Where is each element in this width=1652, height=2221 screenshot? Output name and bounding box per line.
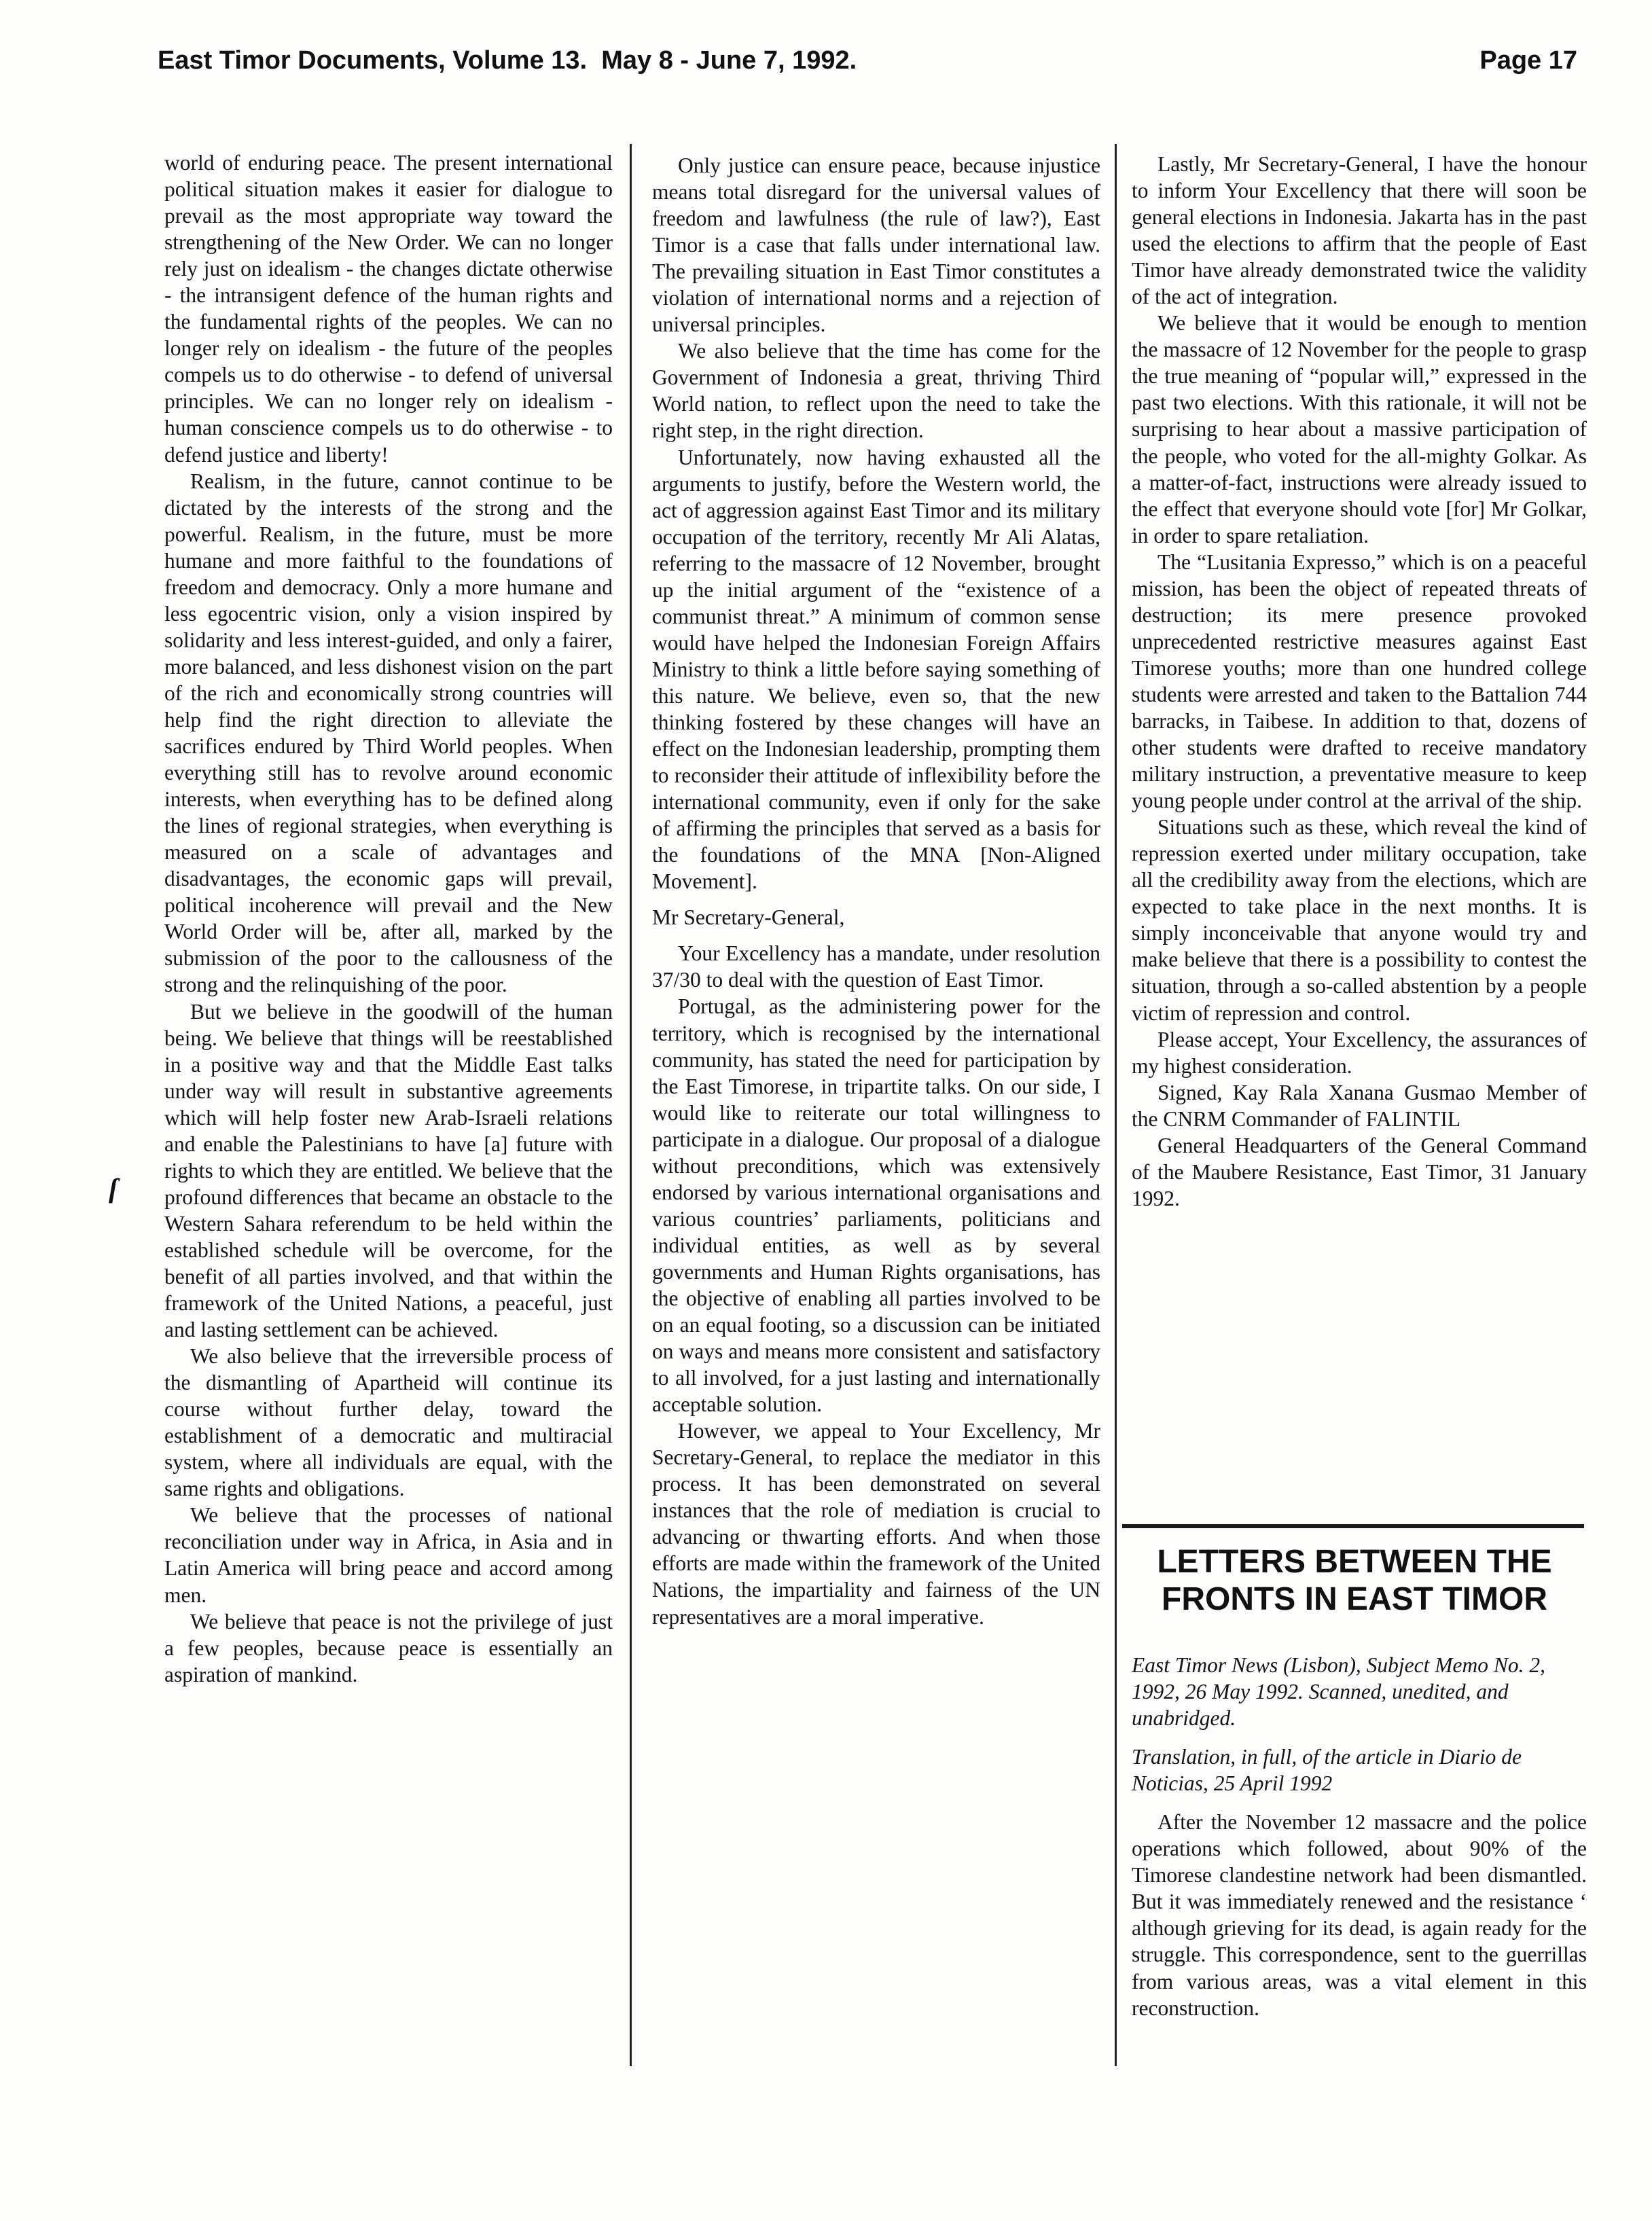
signature-line: Signed, Kay Rala Xanana Gusmao Member of the CNRM Commander of FALINTIL: [1132, 1080, 1587, 1131]
paragraph: world of enduring peace. The present international political situation makes it easier for dialogue to prevail as the most appropriate way toward the strengthening of the New Order. We can no longer rely just on idealism - the changes dictate otherwise - the intransigent defence of the human rights and the fundamental rights of the peoples. We can no longer rely on idealism - the future of the peoples compels us to do otherwise - to defend of universal principles. We can no longer rely on idealism - human conscience compels us to do otherwise - to defend justice and liberty!: [164, 151, 613, 467]
header-left: [158, 46, 857, 75]
column-1: [164, 149, 613, 1688]
paragraph: The “Lusitania Expresso,” which is on a peaceful mission, has been the object of repeated threats of destruction; its mere presence provoked unprecedented restrictive measures against East Timorese youths; more than one hundred college students were arrested and taken to the Battalion 744 barracks, in Taibese. In addition to that, dozens of other students were drafted to receive mandatory military instruction, a preventative measure to keep young people under control at the arrival of the ship.: [1132, 549, 1587, 813]
paragraph: We also believe that the irreversible process of the dismantling of Apartheid will continue its course without further delay, toward the establishment of a democratic and multiracial system, where all individuals are equal, with the same rights and obligations.: [164, 1344, 613, 1501]
column-2: [652, 152, 1100, 1630]
paragraph: Please accept, Your Excellency, the assurances of my highest consideration.: [1132, 1027, 1587, 1078]
dateline: General Headquarters of the General Command of the Maubere Resistance, East Timor, 31 January 1992.: [1132, 1133, 1587, 1210]
paragraph: We believe that peace is not the privilege of just a few peoples, because peace is essentially an aspiration of mankind.: [164, 1609, 613, 1686]
paragraph: Portugal, as the administering power for the territory, which is recognised by the international community, has stated the need for participation by the East Timorese, in tripartite talks. On our side, I would like to reiterate our total willingness to participate in a dialogue. Our proposal of a dialogue without preconditions, which was extensively endorsed by various international organisations and various countries’ parliaments, politicians and individual entities, as well as by several governments and Human Rights organisations, has the objective of enabling all parties involved to be on an equal footing, so a discussion can be initiated on ways and means more consistent and satisfactory to all involved, for a just lasting and internationally acceptable solution.: [652, 994, 1100, 1417]
column-3: [1132, 151, 1587, 1212]
publication-dates: May 8 - June 7, 1992.: [601, 46, 857, 75]
paragraph: After the November 12 massacre and the police operations which followed, about 90% of the Timorese clandestine network had been dismantled. But it was immediately renewed and the resistance ‘ although grieving for its dead, is again ready for the struggle. This correspondence, sent to the guerrillas from various areas, was a vital element in this reconstruction.: [1132, 1810, 1587, 2020]
column-divider-2: [1115, 144, 1117, 2066]
paragraph: Situations such as these, which reveal the kind of repression exerted under military occupation, take all the credibility away from the elections, which are expected to take place in the next months. It is simply inconceivable that anyone would try and make believe that there is a possibility to contest the situation, through a so-called abstention by a people victim of repression and control.: [1132, 815, 1587, 1025]
publication-title: East Timor Documents, Volume 13.: [158, 46, 588, 75]
paragraph: Only justice can ensure peace, because injustice means total disregard for the universal values of freedom and lawfulness (the rule of law?), East Timor is a case that falls under international law. The prevailing situation in East Timor constitutes a violation of international norms and a rejection of universal principles.: [652, 154, 1100, 337]
paragraph: We believe that it would be enough to mention the massacre of 12 November for the people to grasp the true meaning of “popular will,” expressed in the past two elections. With this rationale, it will not be surprising to hear about a massive participation of the people, who voted for the all-mighty Golkar. As a matter-of-fact, instructions were already issued to the effect that everyone should vote [for] Mr Golkar, in order to spare retaliation.: [1132, 311, 1587, 547]
translation-note: Translation, in full, of the article in Diario de Noticias, 25 April 1992: [1132, 1745, 1522, 1796]
paragraph: Your Excellency has a mandate, under resolution 37/30 to deal with the question of East Timor.: [652, 941, 1100, 992]
paragraph: However, we appeal to Your Excellency, Mr Secretary-General, to replace the mediator in this process. It has been demonstrated on several instances that the role of mediation is crucial to advancing or thwarting efforts. And when those efforts are made within the framework of the United Nations, the impartiality and fairness of the UN representatives are a moral imperative.: [652, 1419, 1100, 1629]
section-heading-line-1: LETTERS BETWEEN THE: [1157, 1544, 1552, 1580]
paragraph: Unfortunately, now having exhausted all the arguments to justify, before the Western world, the act of aggression against East Timor and its military occupation of the territory, recently Mr Ali Alatas, referring to the massacre of 12 November, brought up the initial argument of the “existence of a communist threat.” A minimum of common sense would have helped the Indonesian Foreign Affairs Ministry to think a little before saying something of this nature. We believe, even so, that the new thinking fostered by these changes will have an effect on the Indonesian leadership, prompting them to reconsider their attitude of inflexibility before the international community, even if only for the sake of affirming the principles that served as a basis for the foundations of the MNA [Non-Aligned Movement].: [652, 445, 1100, 894]
paragraph: But we believe in the goodwill of the human being. We believe that things will be reestablished in a positive way and that the Middle East talks under way will result in substantive agreements which will help foster new Arab-Israeli relations and enable the Palestinians to have [a] future with rights to which they are entitled. We believe that the profound differences that became an obstacle to the Western Sahara referendum to be held within the established schedule will be overcome, for the benefit of all parties involved, and that within the framework of the United Nations, a peaceful, just and lasting settlement can be achieved.: [164, 999, 613, 1342]
page-number: Page 17: [1479, 46, 1577, 75]
margin-mark: ſ: [109, 1173, 118, 1204]
section-heading-line-2: FRONTS IN EAST TIMOR: [1162, 1581, 1547, 1618]
paragraph: We also believe that the time has come for the Government of Indonesia a great, thriving Third World nation, to reflect upon the need to take the right step, in the right direction.: [652, 339, 1100, 443]
paragraph: Lastly, Mr Secretary-General, I have the honour to inform Your Excellency that there will soon be general elections in Indonesia. Jakarta has in the past used the elections to affirm that the people of East Timor have already demonstrated twice the validity of the act of integration.: [1132, 152, 1587, 309]
section-heading: [1125, 1543, 1584, 1618]
section-body: [1132, 1652, 1587, 2021]
page-header: [158, 46, 1577, 87]
paragraph: We believe that the processes of national reconciliation under way in Africa, in Asia and in Latin America will bring peace and accord among men.: [164, 1503, 613, 1607]
paragraph: Realism, in the future, cannot continue to be dictated by the interests of the strong and the powerful. Realism, in the future, must be more humane and more faithful to the foundations of freedom and democracy. Only a more humane and less egocentric vision, only a vision inspired by solidarity and less interest-guided, and only a fairer, more balanced, and less dishonest vision on the part of the rich and economically strong countries will help find the right direction to alleviate the sacrifices endured by Third World peoples. When everything still has to revolve around economic interests, when everything has to be defined along the lines of regional strategies, when everything is measured on a scale of advantages and disadvantages, the economic gaps will prevail, political incoherence will prevail and the New World Order will be, after all, marked by the submission of the poor to the callousness of the strong and the relinquishing of the poor.: [164, 469, 613, 997]
section-rule: [1122, 1524, 1584, 1528]
source-note: East Timor News (Lisbon), Subject Memo No. 2, 1992, 26 May 1992. Scanned, unedited, and unabridged.: [1132, 1653, 1546, 1731]
salutation: Mr Secretary-General,: [652, 905, 845, 930]
column-divider-1: [630, 144, 632, 2066]
